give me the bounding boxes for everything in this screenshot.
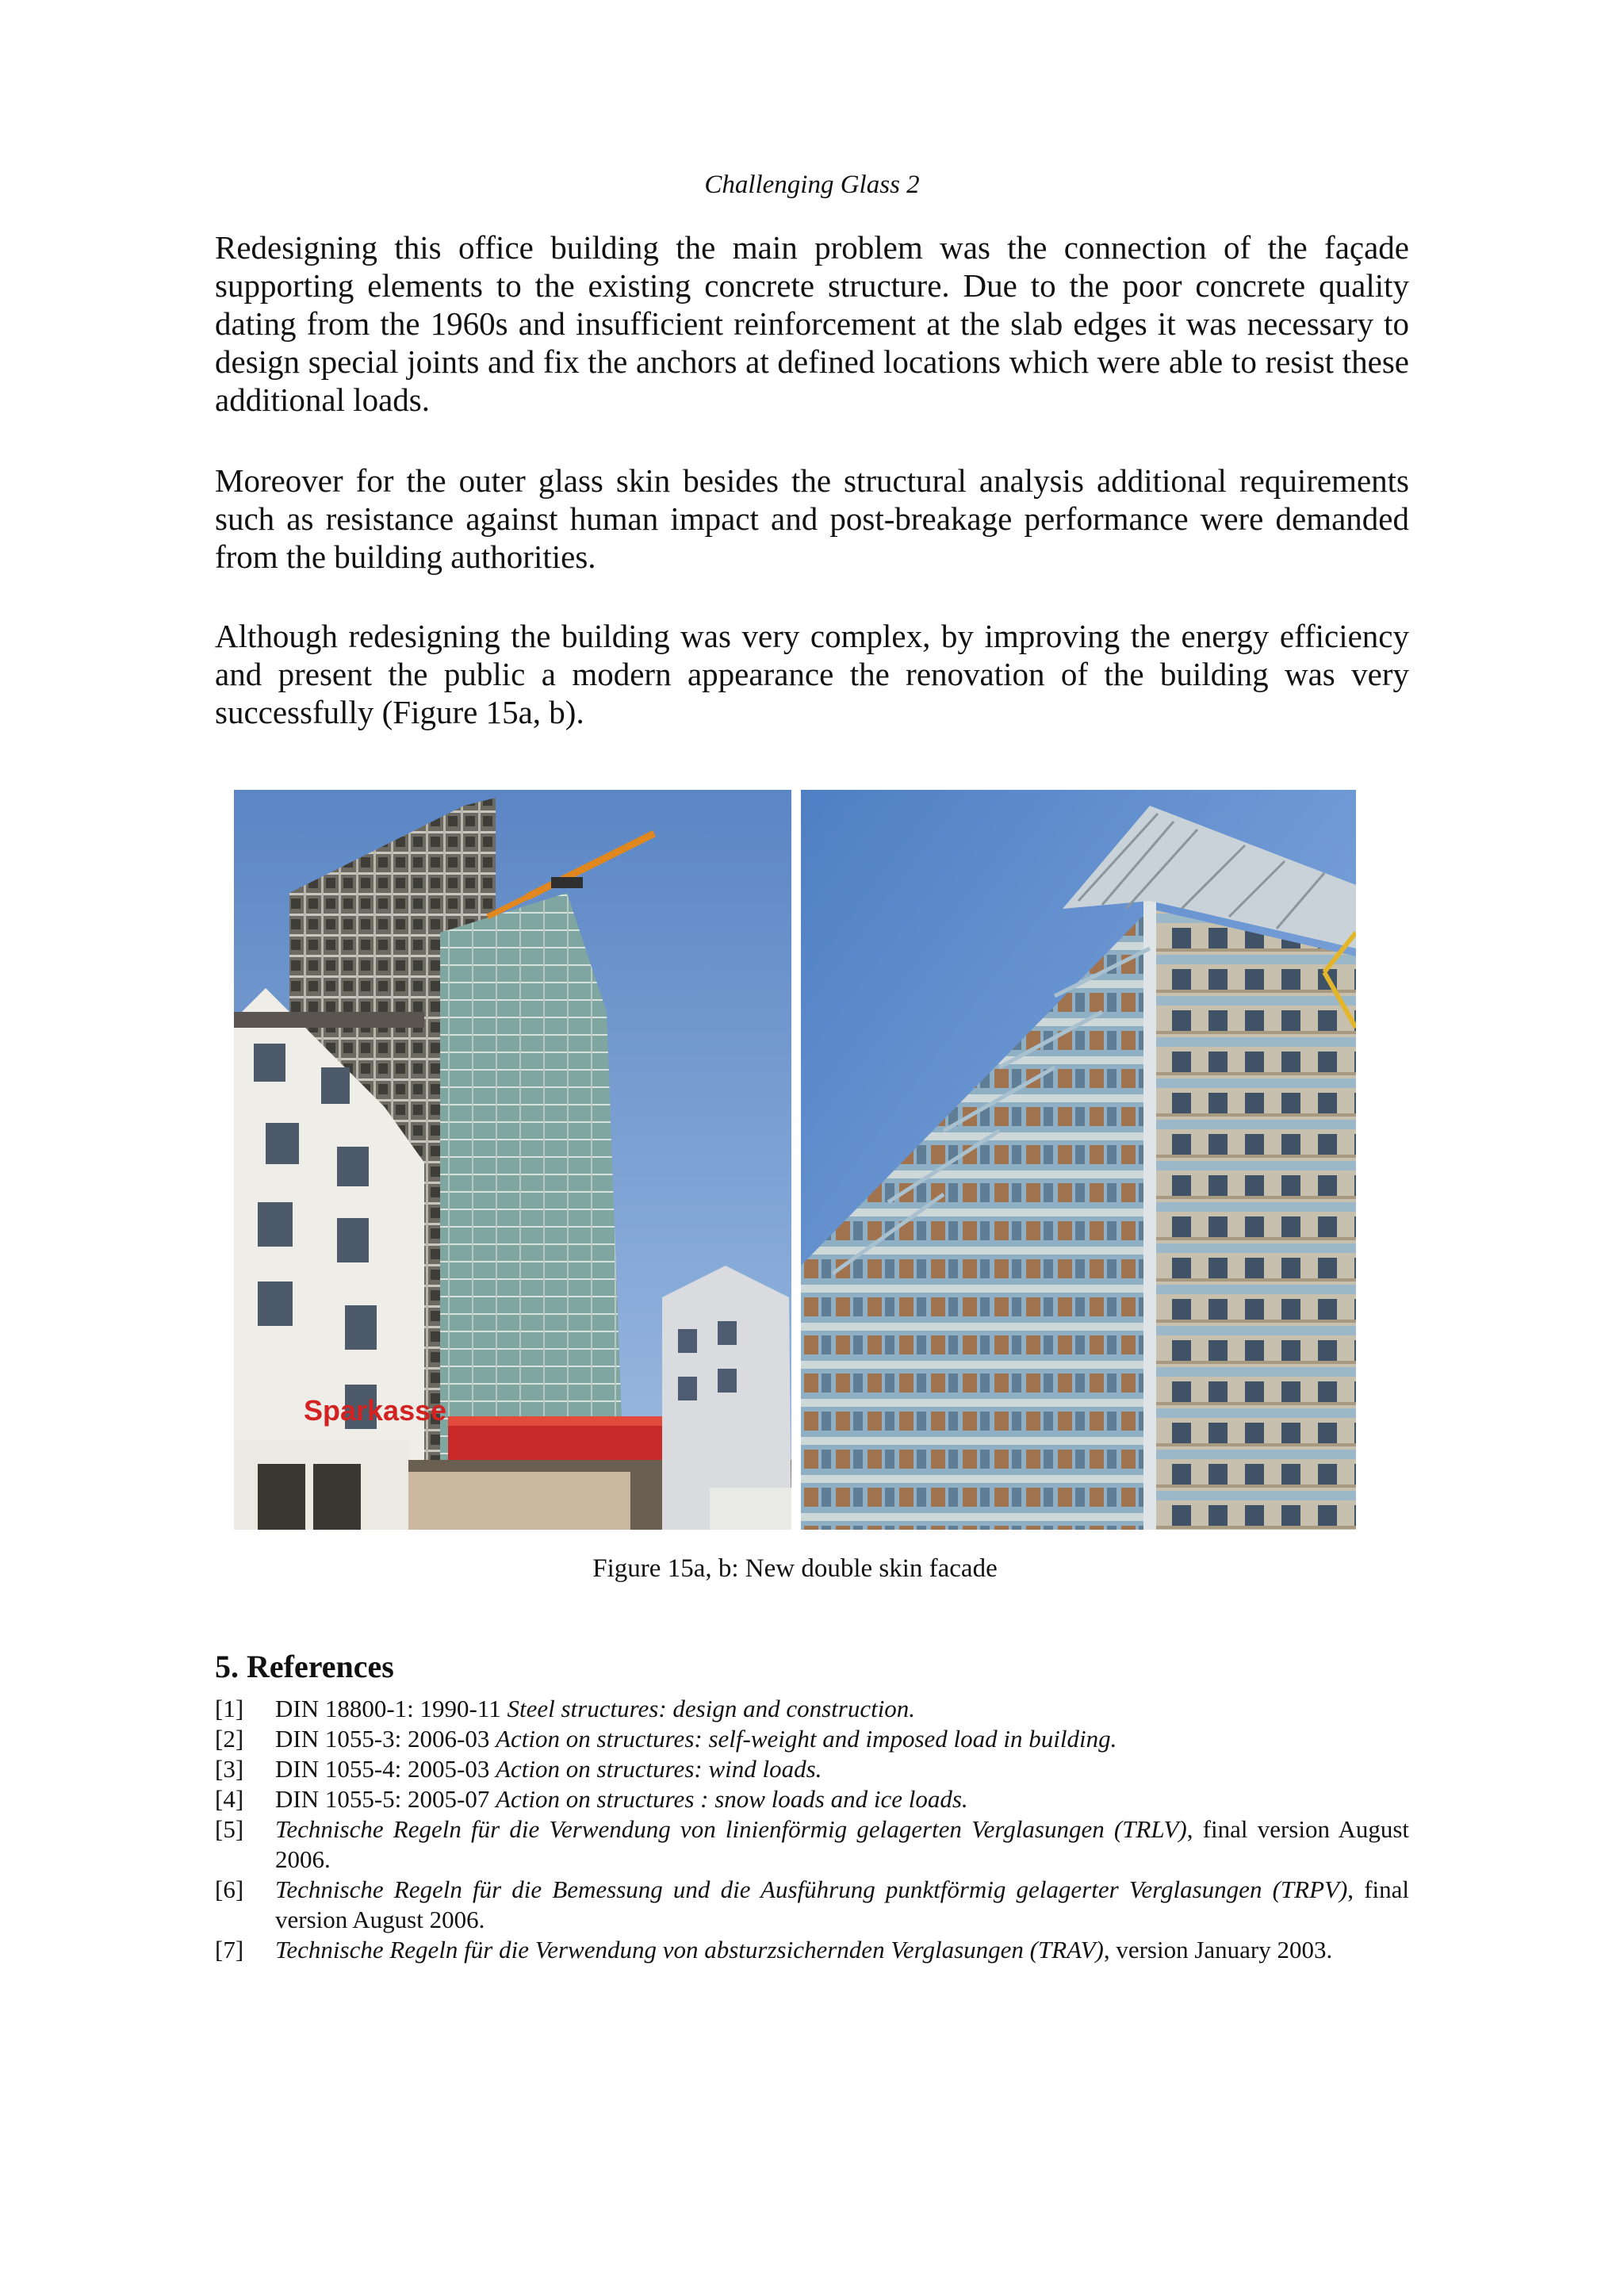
reference-source: DIN 1055-5: 2005-07 bbox=[275, 1785, 496, 1813]
reference-item bbox=[215, 1875, 1409, 1935]
paragraph-text: Moreover for the outer glass skin besides the structural analysis additional requirements such as resistance against human impact and post-breakage performance were demanded from the building authorities. bbox=[215, 462, 1409, 575]
reference-number: [2] bbox=[215, 1725, 244, 1753]
photo-construction-site bbox=[234, 790, 791, 1530]
reference-title: Steel structures: design and construction. bbox=[507, 1695, 916, 1722]
reference-number: [3] bbox=[215, 1755, 244, 1783]
reference-title: Action on structures: self-weight and imposed load in building. bbox=[496, 1725, 1117, 1753]
paragraph-text: Redesigning this office building the main problem was the connection of the façade supporting elements to the existing concrete structure. Due to the poor concrete quality dating from the 1960s and insufficient reinforcement at the slab edges it was necessary to design special joints and fix the anchors at defined locations which were able to resist these additional loads. bbox=[215, 229, 1409, 418]
reference-suffix: , final version August 2006. bbox=[275, 1815, 1410, 1873]
reference-item bbox=[215, 1724, 1409, 1754]
figure-15a-photo bbox=[234, 790, 791, 1530]
reference-item bbox=[215, 1784, 1409, 1814]
body-paragraph-1 bbox=[215, 228, 1409, 419]
reference-title: Technische Regeln für die Verwendung von absturzsichernden Verglasungen (TRAV) bbox=[275, 1936, 1104, 1963]
body-paragraph-3 bbox=[215, 617, 1409, 731]
reference-item bbox=[215, 1754, 1409, 1784]
photo-double-skin-facade bbox=[801, 790, 1356, 1530]
paragraph-text: Although redesigning the building was very complex, by improving the energy efficiency and present the public a modern appearance the renovation of the building was very successfully (Figure 15a, b). bbox=[215, 618, 1409, 730]
reference-source: DIN 1055-4: 2005-03 bbox=[275, 1755, 496, 1783]
reference-title: Technische Regeln für die Verwendung von linienförmig gelagerten Verglasungen (TRLV) bbox=[275, 1815, 1187, 1843]
reference-title: Action on structures : snow loads and ice loads. bbox=[496, 1785, 968, 1813]
reference-source: DIN 18800-1: 1990-11 bbox=[275, 1695, 508, 1722]
reference-item bbox=[215, 1694, 1409, 1724]
reference-source: DIN 1055-3: 2006-03 bbox=[275, 1725, 496, 1753]
running-header: Challenging Glass 2 bbox=[704, 170, 920, 199]
reference-number: [4] bbox=[215, 1785, 244, 1813]
figure-caption: Figure 15a, b: New double skin facade bbox=[592, 1554, 998, 1583]
reference-item bbox=[215, 1935, 1409, 1965]
reference-number: [7] bbox=[215, 1936, 244, 1963]
reference-suffix: , final version August 2006. bbox=[275, 1875, 1410, 1933]
references-heading: 5. References bbox=[215, 1649, 394, 1684]
reference-number: [5] bbox=[215, 1815, 244, 1843]
reference-item bbox=[215, 1814, 1409, 1875]
reference-title: Technische Regeln für die Bemessung und die Ausführung punktförmig gelagerter Verglasungen (TRPV) bbox=[275, 1875, 1348, 1903]
reference-number: [1] bbox=[215, 1695, 244, 1722]
reference-suffix: , version January 2003. bbox=[1103, 1936, 1333, 1963]
reference-title: Action on structures: wind loads. bbox=[496, 1755, 822, 1783]
references-list bbox=[215, 1694, 1409, 1965]
figure-15b-photo bbox=[801, 790, 1356, 1530]
sparkasse-sign: Sparkasse bbox=[304, 1394, 447, 1427]
body-paragraph-2 bbox=[215, 462, 1409, 576]
reference-number: [6] bbox=[215, 1875, 244, 1903]
